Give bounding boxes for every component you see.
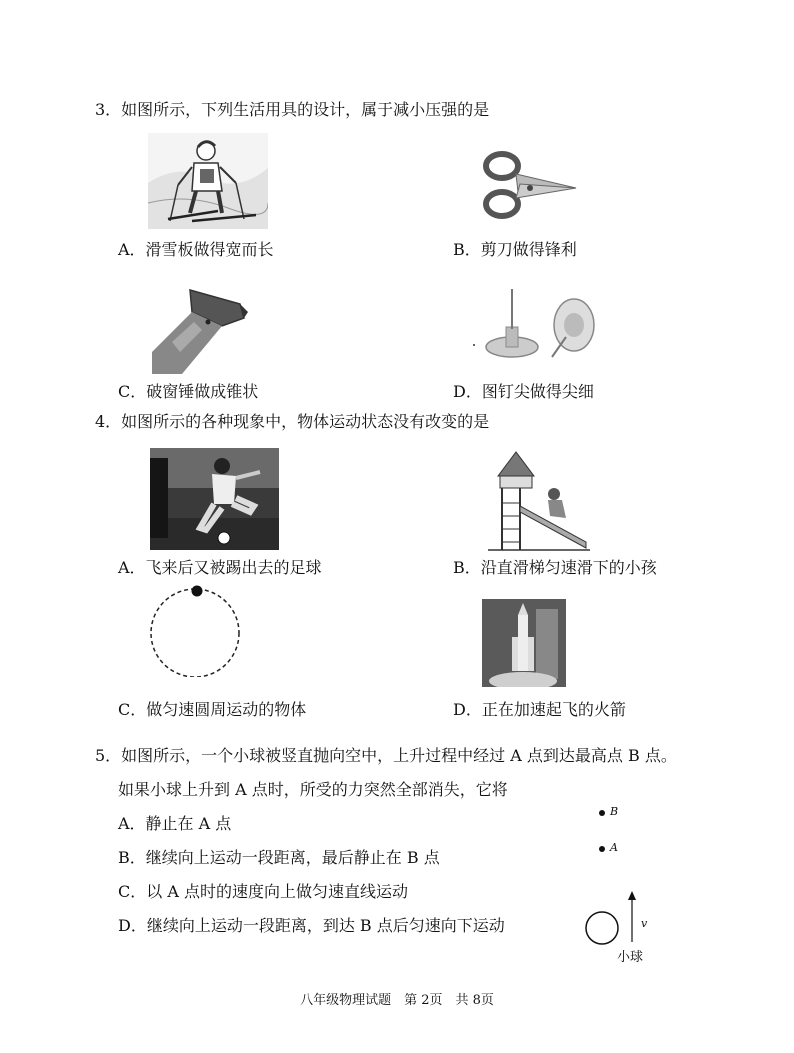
q3-option-b: B．剪刀做得锋利 [453, 240, 577, 259]
q4-option-b: B．沿直滑梯匀速滑下的小孩 [453, 558, 657, 577]
q3-option-c: C．破窗锤做成锥状 [118, 382, 259, 401]
slide-image [488, 448, 590, 552]
point-a-dot [599, 846, 605, 852]
skier-image [148, 133, 268, 229]
q5-option-d: D．继续向上运动一段距离，到达 B 点后匀速向下运动 [118, 916, 505, 935]
q4-option-c: C．做匀速圆周运动的物体 [118, 700, 307, 719]
circular-motion-diagram [145, 585, 245, 677]
q5-stem-line1: 5．如图所示，一个小球被竖直抛向空中，上升过程中经过 A 点到达最高点 B 点。 [95, 746, 677, 765]
rocket-image [482, 599, 566, 687]
ball-label: 小球 [617, 950, 644, 965]
point-b-label: B [610, 805, 619, 818]
scissors-image [478, 148, 582, 230]
page-footer: 八年级物理试题 第 2页 共 8页 [300, 993, 494, 1008]
point-a-label: A [610, 841, 618, 854]
point-b-dot [599, 810, 605, 816]
window-hammer-image [152, 282, 252, 374]
q3-option-d: D．图钉尖做得尖细 [453, 382, 594, 401]
q4-option-d: D．正在加速起飞的火箭 [453, 700, 626, 719]
q3-option-a: A．滑雪板做得宽而长 [118, 240, 274, 259]
q4-stem: 4．如图所示的各种现象中，物体运动状态没有改变的是 [95, 412, 490, 431]
q5-option-a: A．静止在 A 点 [118, 814, 232, 833]
q4-option-a: A．飞来后又被踢出去的足球 [118, 558, 322, 577]
soccer-image [150, 448, 279, 550]
ball-velocity-diagram [584, 890, 644, 946]
q5-option-b: B．继续向上运动一段距离，最后静止在 B 点 [118, 848, 440, 867]
q5-option-c: C．以 A 点时的速度向上做匀速直线运动 [118, 882, 408, 901]
thumbtack-image [470, 285, 600, 367]
q5-stem-line2: 如果小球上升到 A 点时，所受的力突然全部消失，它将 [118, 780, 508, 799]
q3-stem: 3．如图所示，下列生活用具的设计，属于减小压强的是 [95, 100, 490, 119]
velocity-label: v [641, 917, 648, 930]
